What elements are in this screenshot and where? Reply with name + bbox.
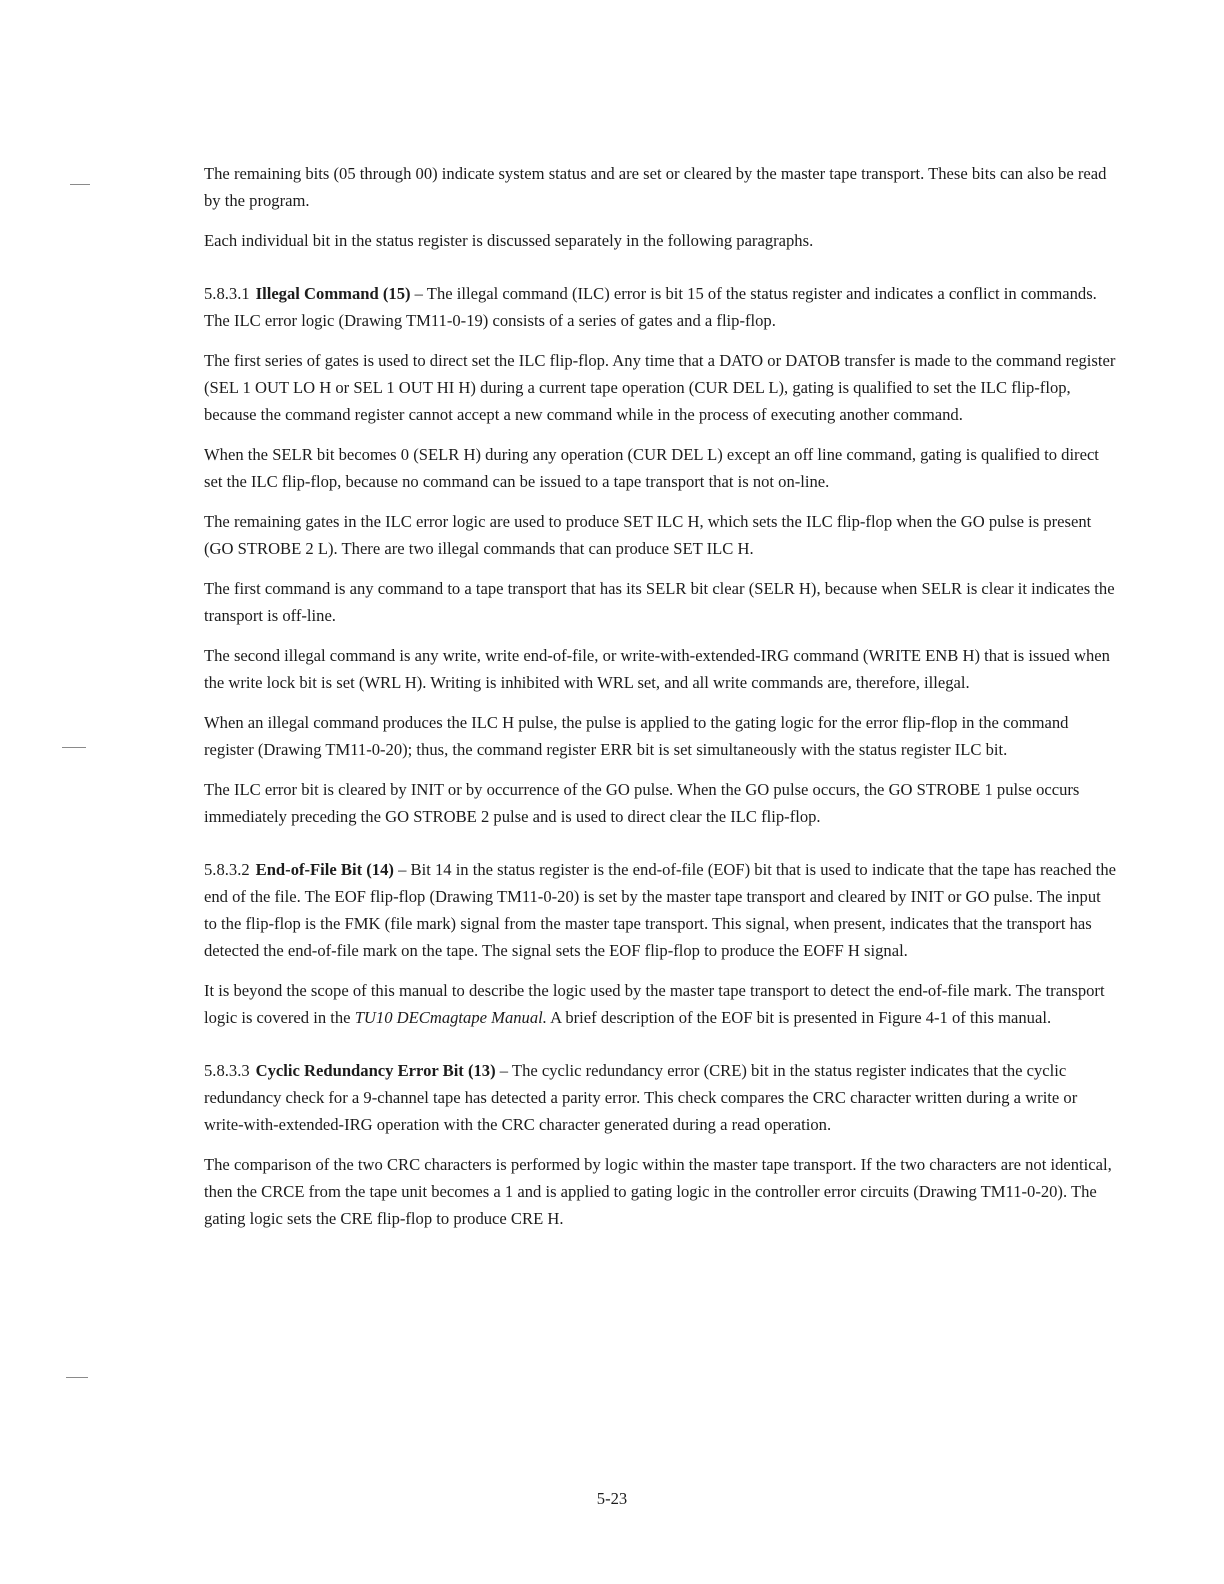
- section-heading: Cyclic Redundancy Error Bit (13): [255, 1061, 496, 1080]
- section-heading: Illegal Command (15): [255, 284, 411, 303]
- paragraph: When an illegal command produces the ILC H pulse, the pulse is applied to the gating logic for the error flip-flop in the command register (Drawing TM11-0-20); thus, the command register ERR bit is set simultaneously with the status register ILC bit.: [204, 713, 1069, 759]
- section-text: – Bit 14 in the status register is the end-of-file (EOF) bit that is used to indicate that the tape has reached the end of the file. The EOF flip-flop (Drawing TM11-0-20) is set by the master tape transport and cleared by INIT or GO pulse. The input to the flip-flop is the FMK (file mark) signal from the master tape transport. This signal, when present, indicates that the transport has detected the end-of-file mark on the tape. The signal sets the EOF flip-flop to produce the EOFF H signal.: [204, 860, 1117, 960]
- margin-mark: [70, 184, 90, 185]
- section-text: – The cyclic redundancy error (CRE) bit in the status register indicates that the cyclic redundancy check for a 9-channel tape has detected a parity error. This check compares the CRC character written during a write or write-with-extended-IRG operation with the CRC character generated during a read operation.: [204, 1061, 1078, 1134]
- document-body: [204, 160, 1116, 1245]
- section-paragraph: [204, 1057, 1116, 1138]
- paragraph: The first series of gates is used to direct set the ILC flip-flop. Any time that a DATO or DATOB transfer is made to the command register (SEL 1 OUT LO H or SEL 1 OUT HI H) during a current tape operation (CUR DEL L), gating is qualified to set the ILC flip-flop, because the command register cannot accept a new command while in the process of executing another command.: [204, 351, 1116, 424]
- section-number: 5.8.3.2: [204, 860, 250, 879]
- section-paragraph: [204, 280, 1116, 334]
- paragraph: The first command is any command to a tape transport that has its SELR bit clear (SELR H), because when SELR is clear it indicates the transport is off-line.: [204, 579, 1115, 625]
- section-number: 5.8.3.3: [204, 1061, 250, 1080]
- paragraph-text: It is beyond the scope of this manual to describe the logic used by the master tape transport to detect the end-of-file mark. The transport logic is covered in the: [204, 981, 1105, 1027]
- paragraph-text: A brief description of the EOF bit is presented in Figure 4-1 of this manual.: [546, 1008, 1052, 1027]
- paragraph: The second illegal command is any write, write end-of-file, or write-with-extended-IRG command (WRITE ENB H) that is issued when the write lock bit is set (WRL H). Writing is inhibited with WRL set, and all write commands are, therefore, illegal.: [204, 646, 1110, 692]
- page-number: 5-23: [596, 1489, 628, 1508]
- manual-title: TU10 DECmagtape Manual.: [354, 1008, 547, 1027]
- paragraph: When the SELR bit becomes 0 (SELR H) during any operation (CUR DEL L) except an off line command, gating is qualified to direct set the ILC flip-flop, because no command can be issued to a tape transport that is not on-line.: [204, 445, 1099, 491]
- section-paragraph: [204, 856, 1116, 964]
- margin-mark: [66, 1377, 88, 1378]
- section-number: 5.8.3.1: [204, 284, 250, 303]
- paragraph: [204, 977, 1116, 1031]
- paragraph: The remaining bits (05 through 00) indicate system status and are set or cleared by the master tape transport. These bits can also be read by the program.: [204, 164, 1107, 210]
- margin-mark: [62, 747, 86, 748]
- section-text: – The illegal command (ILC) error is bit 15 of the status register and indicates a conflict in commands. The ILC error logic (Drawing TM11-0-19) consists of a series of gates and a flip-flop.: [204, 284, 1097, 330]
- paragraph: The remaining gates in the ILC error logic are used to produce SET ILC H, which sets the ILC flip-flop when the GO pulse is present (GO STROBE 2 L). There are two illegal commands that can produce SET ILC H.: [204, 512, 1092, 558]
- paragraph: The comparison of the two CRC characters is performed by logic within the master tape transport. If the two characters are not identical, then the CRCE from the tape unit becomes a 1 and is applied to gating logic in the controller error circuits (Drawing TM11-0-20). The gating logic sets the CRE flip-flop to produce CRE H.: [204, 1155, 1112, 1228]
- paragraph: The ILC error bit is cleared by INIT or by occurrence of the GO pulse. When the GO pulse occurs, the GO STROBE 1 pulse occurs immediately preceding the GO STROBE 2 pulse and is used to direct clear the ILC flip-flop.: [204, 780, 1080, 826]
- paragraph: Each individual bit in the status register is discussed separately in the following paragraphs.: [204, 231, 814, 250]
- section-heading: End-of-File Bit (14): [255, 860, 394, 879]
